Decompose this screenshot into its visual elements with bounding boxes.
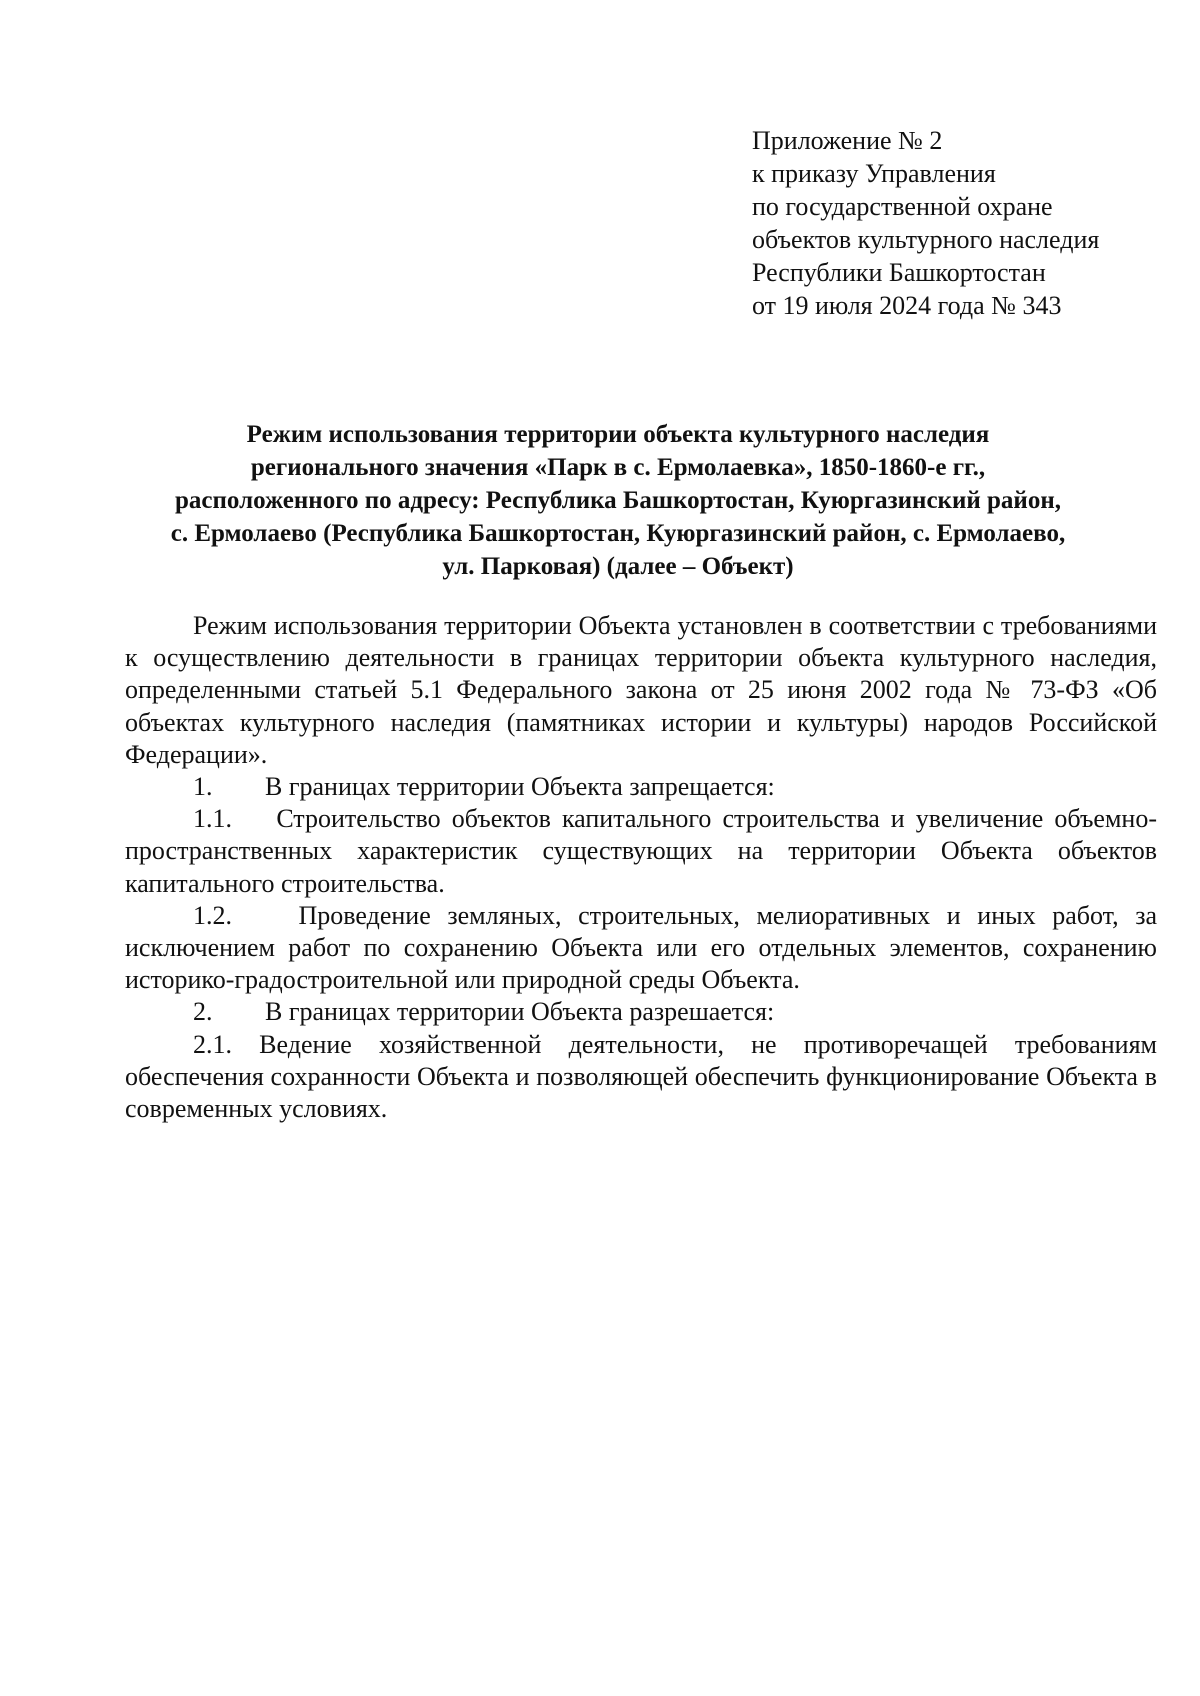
clause-number: 1.2. — [193, 900, 232, 930]
clause-number: 2. — [193, 997, 213, 1027]
title-line: регионального значения «Парк в с. Ермолаевка», 1850-1860-е гг., — [250, 454, 986, 481]
clause-text: Проведение земляных, строительных, мелиоративных и иных работ, за исключением работ по сохранению Объекта или его отдельных элементов, сохранению историко-градостроительной или природной среды Объекта. — [125, 900, 1158, 995]
annex-line: от 19 июля 2024 года № 343 — [752, 291, 1062, 320]
title-line: расположенного по адресу: Республика Башкортостан, Куюргазинский район, — [175, 487, 1061, 514]
document-body — [125, 610, 1157, 1125]
clause-number: 2.1. — [193, 1029, 232, 1059]
clause-number: 1. — [193, 772, 213, 802]
annex-line: Приложение № 2 — [752, 126, 943, 155]
title-line: с. Ермолаево (Республика Башкортостан, Куюргазинский район, с. Ермолаево, — [170, 520, 1066, 547]
annex-header — [752, 124, 1172, 322]
annex-line: по государственной охране — [752, 192, 1053, 221]
document-title — [118, 418, 1118, 583]
annex-line: объектов культурного наследия — [752, 225, 1100, 254]
clause-1-2 — [125, 900, 1157, 997]
intro-paragraph: Режим использования территории Объекта установлен в соответствии с требованиями к осуществлению деятельности в границах территории объекта культурного наследия, определенными статьей 5.1 Федерального закона от 25 июня 2002 года № 73-ФЗ «Об объектах культурного наследия (памятниках истории и культуры) народов Российской Федерации». — [125, 611, 1157, 769]
clause-text: Строительство объектов капитального строительства и увеличение объемно-пространственных характеристик существующих на территории Объекта объектов капитального строительства. — [125, 804, 1158, 898]
annex-line: Республики Башкортостан — [752, 258, 1046, 287]
clause-text: В границах территории Объекта разрешается: — [265, 997, 775, 1027]
annex-line: к приказу Управления — [752, 159, 996, 188]
title-line: Режим использования территории объекта культурного наследия — [246, 421, 990, 448]
clause-1 — [125, 771, 1157, 803]
clause-text: В границах территории Объекта запрещается: — [265, 772, 775, 802]
clause-2 — [125, 996, 1157, 1028]
clause-text: Ведение хозяйственной деятельности, не противоречащей требованиям обеспечения сохранности Объекта и позволяющей обеспечить функционирование Объекта в современных условиях. — [125, 1029, 1158, 1124]
title-line: ул. Парковая) (далее – Объект) — [442, 553, 794, 580]
clause-1-1 — [125, 803, 1157, 900]
clause-2-1 — [125, 1029, 1157, 1126]
clause-number: 1.1. — [193, 804, 232, 834]
